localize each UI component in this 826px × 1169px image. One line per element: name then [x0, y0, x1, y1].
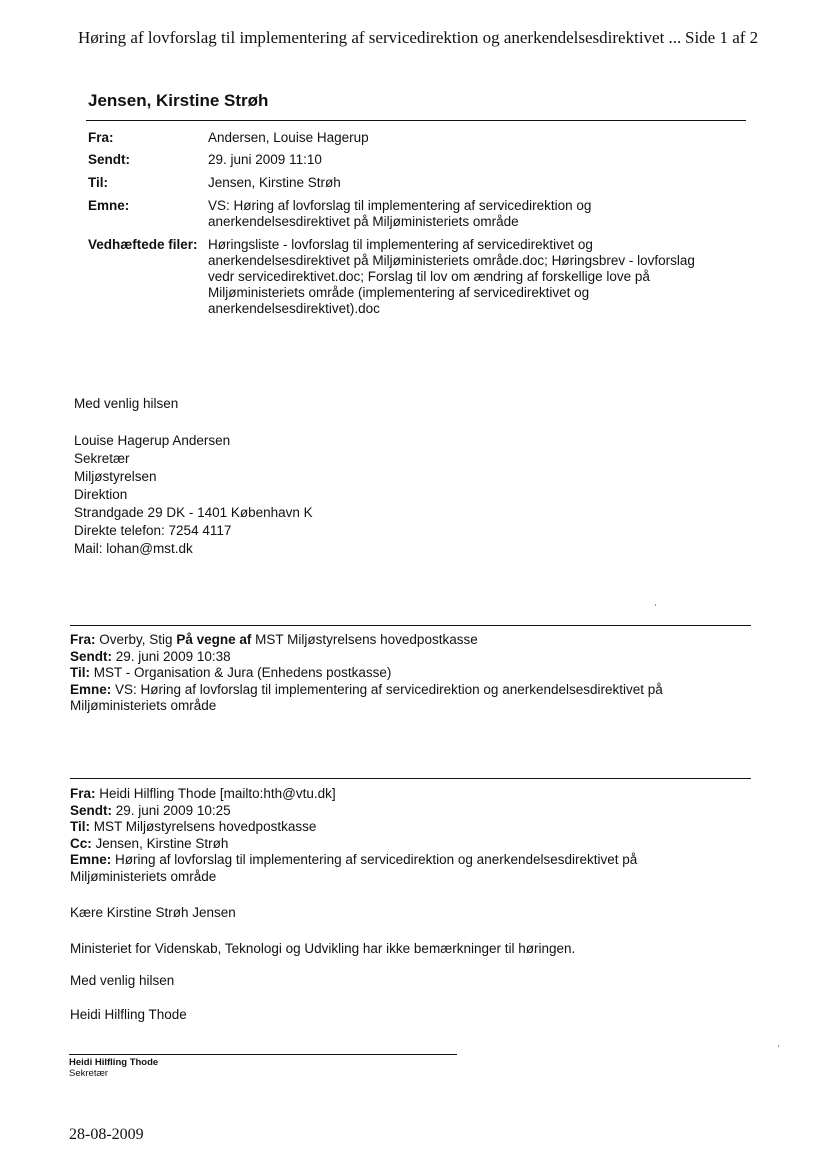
fwd2-subject-line: Emne: Høring af lovforslag til implementering af servicedirektion og anerkendelsesdirektivet på: [70, 852, 638, 867]
attachments-value: Høringsliste - lovforslag til implementering af servicedirektivet og anerkendelsesdirektivet på Miljøministeriets område.doc; Høringsbrev - lovforslag vedr servicedirektivet.doc; Forslag til lov om ændring af forskellige love på Miljøministeriets område (implementering af servicedirektivet og anerkendelsesdirektivet).doc: [208, 237, 695, 316]
sent-label: Sendt:: [88, 152, 130, 167]
forwarded-header-1: [70, 632, 663, 715]
sender-signature: Louise Hagerup Andersen Sekretær Miljøstyrelsen Direktion Strandgade 29 DK - 1401 København K Direkte telefon: 7254 4117 Mail: lohan@mst.dk: [74, 433, 313, 556]
fwd1-subject-continuation: Miljøministeriets område: [70, 698, 217, 713]
page-indicator: Side 1 af 2: [685, 28, 759, 47]
header-divider: [86, 120, 746, 121]
signature-title: Sekretær: [69, 1068, 109, 1079]
scan-speck: [655, 604, 656, 606]
print-header-subject: Høring af lovforslag til implementering af servicedirektion og anerkendelsesdirektivet ...: [78, 28, 682, 47]
fwd2-to-line: Til: MST Miljøstyrelsens hovedpostkasse: [70, 819, 317, 834]
footer-date: 28-08-2009: [69, 1126, 144, 1143]
sent-value: 29. juni 2009 11:10: [208, 152, 322, 167]
from-value: Andersen, Louise Hagerup: [208, 130, 369, 145]
mailbox-owner-name: Jensen, Kirstine Strøh: [88, 91, 269, 110]
attachments-label: Vedhæftede filer:: [88, 237, 198, 252]
subject-label: Emne:: [88, 198, 130, 213]
fwd1-to-line: Til: MST - Organisation & Jura (Enhedens postkasse): [70, 665, 392, 680]
fwd1-subject-line: Emne: VS: Høring af lovforslag til implementering af servicedirektion og anerkendelsesdirektivet på: [70, 681, 663, 697]
signature-divider: [69, 1054, 457, 1055]
fwd2-sent-line: Sendt: 29. juni 2009 10:25: [70, 802, 231, 818]
print-header: [78, 28, 759, 48]
fwd2-subject-continuation: Miljøministeriets område: [70, 868, 217, 884]
greeting-closing: Med venlig hilsen: [74, 396, 179, 411]
fwd1-sent-line: Sendt: 29. juni 2009 10:38: [70, 648, 231, 664]
signature-name: Heidi Hilfling Thode: [69, 1057, 159, 1068]
forward-divider-2: [70, 778, 751, 779]
scan-speck: [778, 1045, 779, 1047]
forward-divider-1: [70, 625, 751, 626]
fwd1-from-line: Fra: Overby, Stig På vegne af MST Miljøstyrelsens hovedpostkasse: [70, 632, 478, 647]
to-value: Jensen, Kirstine Strøh: [208, 175, 341, 190]
fwd2-from-line: Fra: Heidi Hilfling Thode [mailto:hth@vtu.dk]: [70, 786, 336, 801]
closing-greeting: Med venlig hilsen: [70, 973, 175, 988]
subject-value: VS: Høring af lovforslag til implementering af servicedirektion og anerkendelsesdirektivet på Miljøministeriets område: [208, 198, 592, 229]
to-label: Til:: [88, 175, 108, 190]
from-label: Fra:: [88, 130, 114, 145]
message-body-text: Ministeriet for Videnskab, Teknologi og Udvikling har ikke bemærkninger til høringen.: [70, 941, 576, 956]
forwarded-header-2: [70, 786, 637, 885]
salutation: Kære Kirstine Strøh Jensen: [70, 905, 236, 920]
fwd2-cc-line: Cc: Jensen, Kirstine Strøh: [70, 835, 229, 851]
closing-name: Heidi Hilfling Thode: [70, 1007, 187, 1022]
